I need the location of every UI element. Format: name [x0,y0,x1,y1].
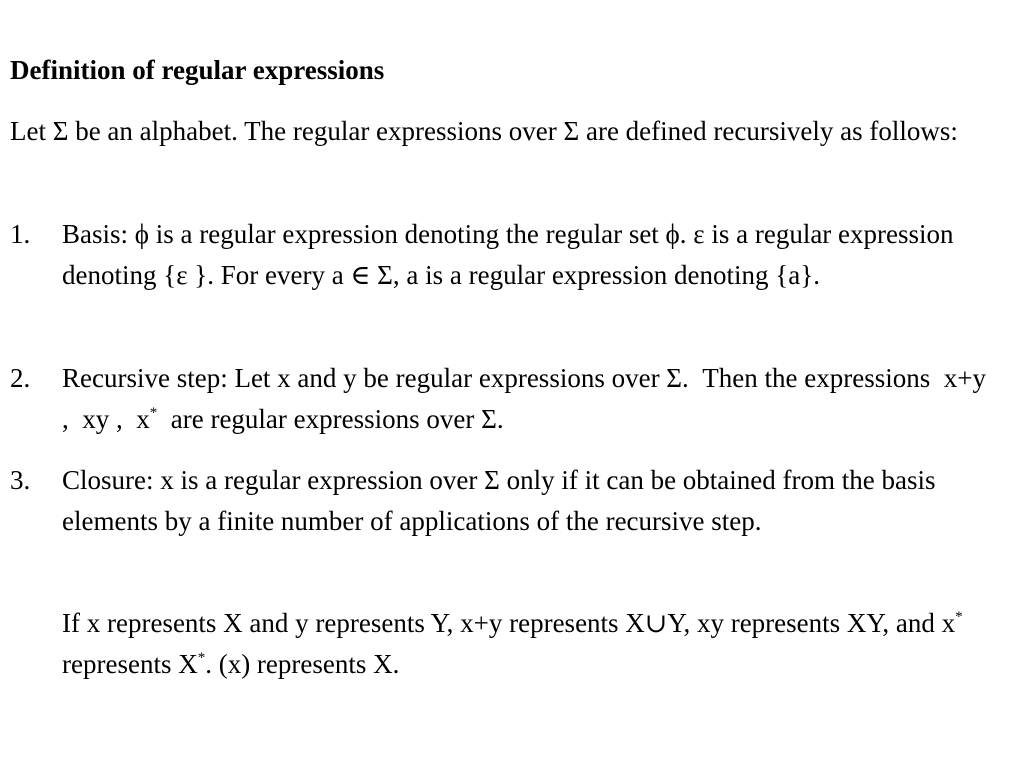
list-item-text: Closure: x is a regular expression over Σ only if it can be obtained from the basis elements by a finite number of applications of the recursive step. [62,465,936,536]
list-item-recursive-step [10,358,995,440]
intro-paragraph: Let Σ be an alphabet. The regular expressions over Σ are defined recursively as follows: [10,116,958,146]
list-item-text-start: Recursive step: Let x and y be regular expressions over Σ. Then the expressions x+y , xy , x [62,363,993,434]
list-item-number: 2. [10,363,31,393]
list-item-number: 1. [10,219,31,249]
slide-title: Definition of regular expressions [10,55,385,85]
representation-note [10,603,995,685]
list-item-basis [10,214,995,296]
note-text-part2: represents X [62,608,970,679]
note-text-part3: . (x) represents X. [205,649,400,679]
list-item-text-end: are regular expressions over Σ. [157,404,504,434]
kleene-star-superscript: * [197,650,206,666]
list-item-closure [10,460,995,542]
list-item-number: 3. [10,465,31,495]
kleene-star-superscript: * [149,405,158,421]
kleene-star-superscript: * [955,609,963,625]
note-text-part1: If x represents X and y represents Y, x+y represents X∪Y, xy represents XY, and x [62,608,956,638]
list-item-text: Basis: ϕ is a regular expression denoting the regular set ϕ. ε is a regular expression denoting {ε }. For every a ∈ Σ, a is a regular expression denoting {a}. [62,219,954,290]
